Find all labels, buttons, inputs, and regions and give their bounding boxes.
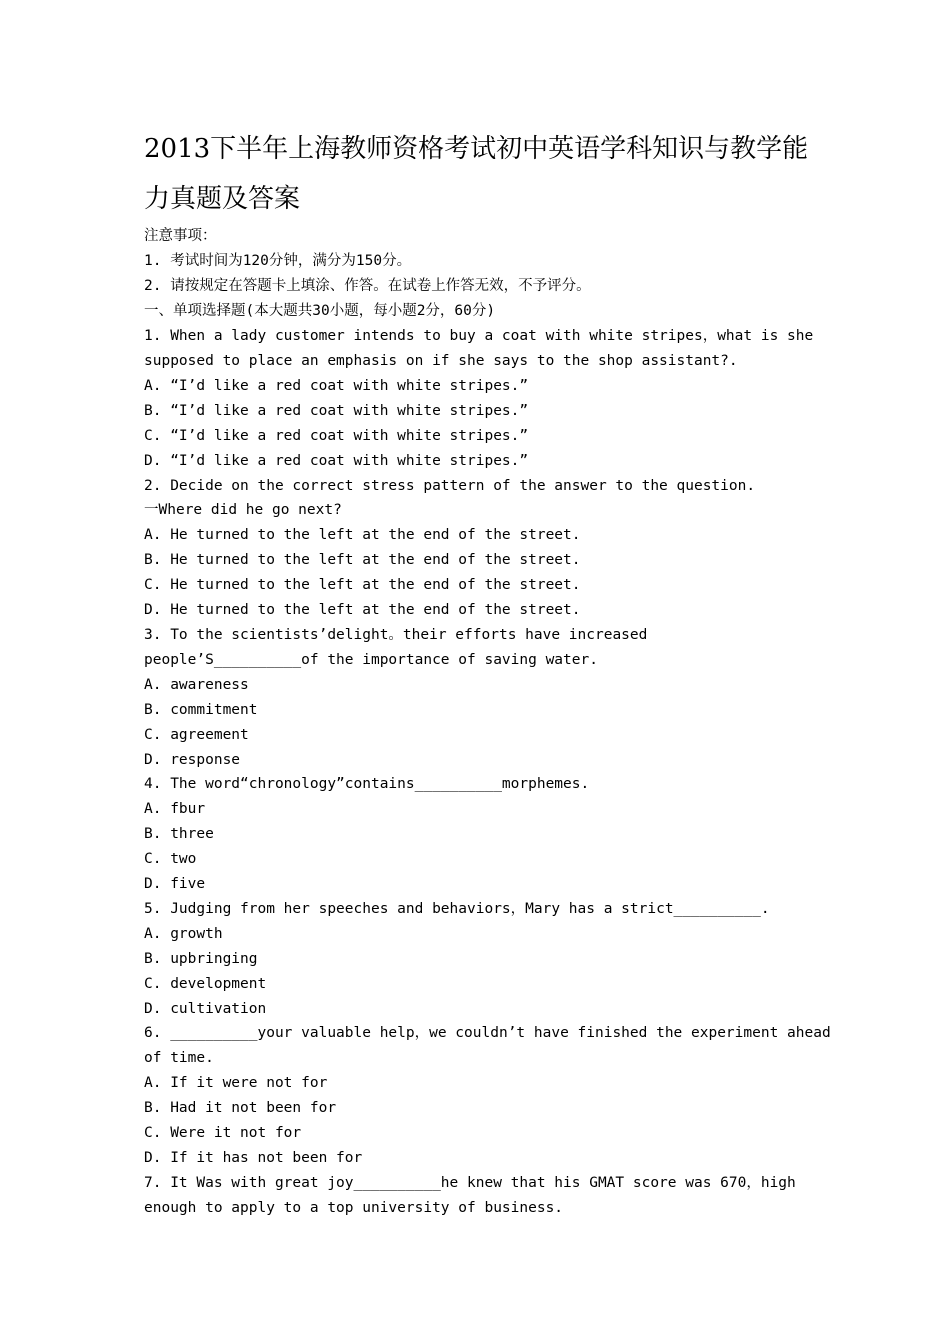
question-4-option-a: A. fbur (144, 801, 206, 817)
question-5-option-d: D. cultivation (144, 1001, 267, 1017)
notice-heading: 注意事项： (144, 228, 217, 244)
question-1-stem-line-1: 1. When a lady customer intends to buy a coat with white stripes，what is she (144, 328, 814, 344)
question-2-option-d: D. He turned to the left at the end of the street. (144, 602, 581, 618)
notice-item-2: 2. 请按规定在答题卡上填涂、作答。在试卷上作答无效，不予评分。 (144, 278, 591, 294)
question-5-option-c: C. development (144, 976, 267, 992)
question-2-stem-line-2: 一Where did he go next? (144, 502, 342, 518)
question-6-option-c: C. Were it not for (144, 1125, 302, 1141)
question-6-option-a: A. If it were not for (144, 1075, 328, 1091)
question-5-option-a: A. growth (144, 926, 223, 942)
question-3-option-c: C. agreement (144, 727, 249, 743)
question-2-option-b: B. He turned to the left at the end of the street. (144, 552, 581, 568)
question-6-option-d: D. If it has not been for (144, 1150, 363, 1166)
notice-item-1: 1. 考试时间为120分钟，满分为150分。 (144, 253, 412, 269)
question-4-stem: 4. The word“chronology”contains__________morphemes. (144, 776, 590, 792)
section-heading: 一、单项选择题(本大题共30小题，每小题2分，60分) (144, 303, 496, 319)
question-1-option-a: A. “I’d like a red coat with white stripes.” (144, 378, 529, 394)
question-7-stem-line-1: 7. It Was with great joy__________he knew that his GMAT score was 670，high (144, 1175, 796, 1191)
question-2-stem-line-1: 2. Decide on the correct stress pattern of the answer to the question. (144, 478, 756, 494)
question-3-stem-line-1: 3. To the scientists’delight。their efforts have increased (144, 627, 648, 643)
question-7-stem-line-2: enough to apply to a top university of business. (144, 1200, 564, 1216)
question-1-option-d: D. “I’d like a red coat with white stripes.” (144, 453, 529, 469)
question-4-option-d: D. five (144, 876, 206, 892)
question-2-option-c: C. He turned to the left at the end of the street. (144, 577, 581, 593)
question-2-option-a: A. He turned to the left at the end of the street. (144, 527, 581, 543)
question-6-stem-line-2: of time. (144, 1050, 214, 1066)
question-3-option-b: B. commitment (144, 702, 258, 718)
question-1-option-b: B. “I’d like a red coat with white stripes.” (144, 403, 529, 419)
question-6-stem-line-1: 6. __________your valuable help，we couldn’t have finished the experiment ahead (144, 1025, 831, 1041)
question-5-option-b: B. upbringing (144, 951, 258, 967)
question-3-option-d: D. response (144, 752, 241, 768)
question-5-stem: 5. Judging from her speeches and behaviors，Mary has a strict__________. (144, 901, 770, 917)
document-title-line-2: 力真题及答案 (144, 184, 301, 214)
question-1-stem-line-2: supposed to place an emphasis on if she says to the shop assistant?. (144, 353, 738, 369)
question-3-option-a: A. awareness (144, 677, 249, 693)
question-6-option-b: B. Had it not been for (144, 1100, 337, 1116)
question-3-stem-line-2: people’S__________of the importance of saving water. (144, 652, 598, 668)
question-4-option-c: C. two (144, 851, 197, 867)
question-4-option-b: B. three (144, 826, 214, 842)
question-1-option-c: C. “I’d like a red coat with white stripes.” (144, 428, 529, 444)
document-title-line-1: 2013下半年上海教师资格考试初中英语学科知识与教学能 (144, 134, 809, 164)
